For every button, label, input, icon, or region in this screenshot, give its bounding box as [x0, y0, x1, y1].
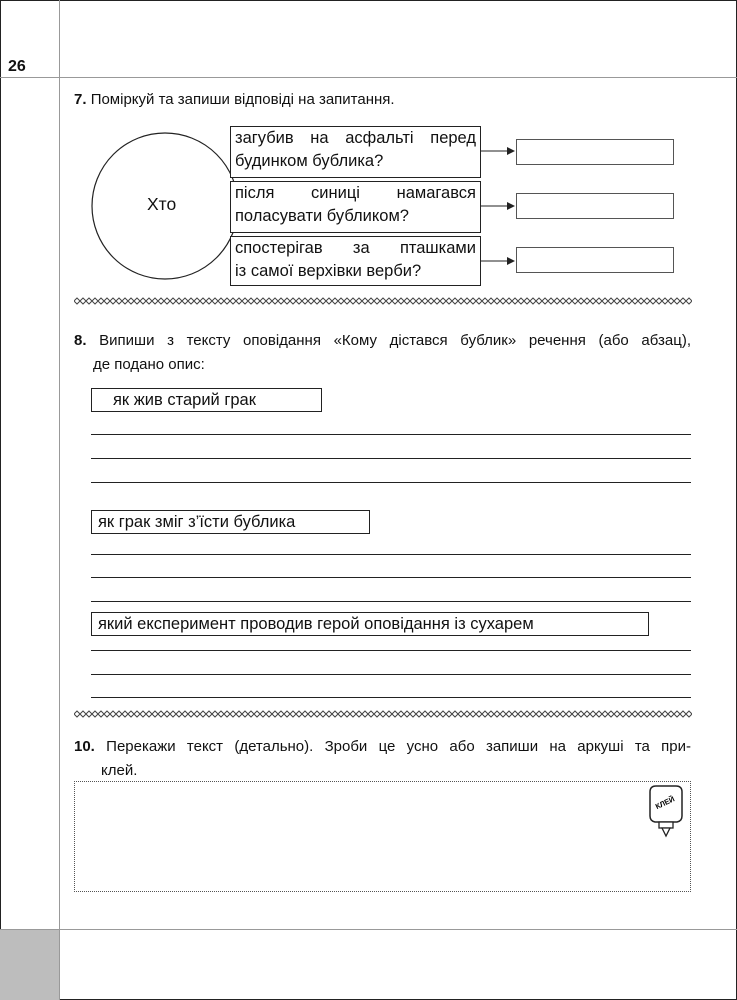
glue-icon [646, 783, 686, 839]
question-box-1 [230, 126, 481, 178]
question-box-3 [230, 236, 481, 286]
task7-number: 7. [74, 91, 87, 108]
footer-gray-block [0, 930, 59, 1000]
writing-line[interactable] [91, 650, 691, 651]
task10-heading [74, 735, 691, 783]
answer-box-1[interactable] [516, 139, 674, 165]
writing-line[interactable] [91, 434, 691, 435]
writing-line[interactable] [91, 577, 691, 578]
task8-number: 8. [74, 332, 87, 349]
question-1-line2: будинком бублика? [235, 152, 384, 170]
writing-line[interactable] [91, 601, 691, 602]
writing-line[interactable] [91, 458, 691, 459]
writing-line[interactable] [91, 674, 691, 675]
question-3-line1: спостерігав за пташками [235, 239, 476, 257]
question-2-line1: після синиці намагався [235, 184, 476, 202]
answer-box-3[interactable] [516, 247, 674, 273]
writing-line[interactable] [91, 697, 691, 698]
task7-prompt: Поміркуй та запиши відповіді на запитання. [90, 91, 395, 108]
answer-box-2[interactable] [516, 193, 674, 219]
divider-2 [74, 709, 692, 719]
writing-line[interactable] [91, 482, 691, 483]
task10-prompt-line1: Перекажи текст (детально). Зроби це усно або запиши на аркуші та при- [106, 738, 692, 755]
question-box-2 [230, 181, 481, 233]
task10-prompt-line2: клей. [101, 762, 138, 779]
task10-number: 10. [74, 738, 95, 755]
description-item-1: як жив старий грак [91, 388, 322, 412]
task8-prompt-line1: Випиши з тексту оповідання «Кому дістався бублик» речення (або абзац), [99, 332, 691, 349]
glue-label: КЛЕЙ [653, 794, 677, 812]
footer-rule [0, 929, 737, 930]
task8-heading [74, 329, 691, 377]
circle-label: Хто [147, 194, 177, 214]
task8-prompt-line2: де подано опис: [93, 356, 205, 373]
glue-area[interactable] [74, 781, 691, 892]
question-2-line2: поласувати бубликом? [235, 207, 409, 225]
description-item-2: як грак зміг з’їсти бублика [91, 510, 370, 534]
writing-line[interactable] [91, 554, 691, 555]
divider-1 [74, 296, 692, 306]
question-1-line1: загубив на асфальті перед [235, 129, 476, 147]
page-number: 26 [8, 58, 26, 75]
question-3-line2: із самої верхівки верби? [235, 262, 422, 280]
description-item-3: який експеримент проводив герой оповідання із сухарем [91, 612, 649, 636]
